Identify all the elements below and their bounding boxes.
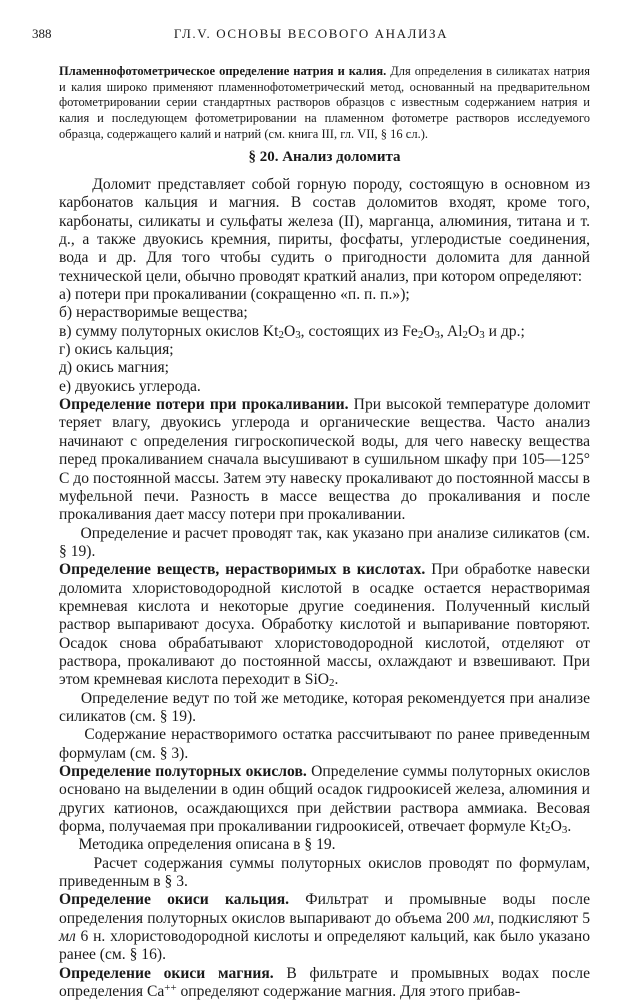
insoluble-title: Определение веществ, нерастворимых в кислотах. bbox=[59, 561, 426, 579]
magnesium-title: Определение окиси магния. bbox=[59, 964, 274, 982]
note-paragraph bbox=[59, 64, 590, 143]
determination-list bbox=[59, 286, 590, 396]
sesquioxides-title: Определение полуторных окислов. bbox=[59, 763, 307, 780]
magnesium-text: определяют содержание магния. Для этого прибав- bbox=[176, 983, 521, 1001]
running-head bbox=[32, 26, 590, 46]
section-title: § 20. Анализ доломита bbox=[248, 149, 401, 165]
chapter-title: ГЛ.V. ОСНОВЫ ВЕСОВОГО АНАЛИЗА bbox=[173, 26, 449, 41]
loss-paragraph bbox=[59, 396, 590, 524]
subscript: 2 bbox=[278, 328, 284, 341]
intro-text: Доломит представляет собой горную породу, состоящую в основном из карбонатов кальция и магния. В состав доломитов входят, кроме того, карбонаты, силикаты и сульфаты железа (II), марганца, алюминия, титана и т. д., а также двуокись кремния, пириты, фосфаты, углеродистые соединения, вода и др. Для того чтобы судить о пригодности доломита для данной технической цели, обычно проводят краткий анализ, при котором определяют: bbox=[59, 176, 590, 285]
calcium-text: Фильтрат и промывные воды после определения полуторных окислов выпаривают до объема 200 bbox=[59, 891, 590, 927]
list-item-f: е) двуокись углерода. bbox=[59, 377, 201, 395]
list-item-c-text: и др.; bbox=[484, 322, 525, 340]
subscript: 3 bbox=[479, 328, 485, 341]
insoluble-text: При обработке навески доломита хлористоводородной кислотой в осадке остается нерастворимая кремневая кислота и некоторые другие соединения. Полученный кислый раствор выпаривают досуха. Обработку кислотой и выпаривание повторяют. Осадок снова обрабатывают хлористоводородной кислотой, отделяют от раствора, прокаливают до постоянной массы, охлаждают и взвешивают. При этом кремневая кислота переходит в SiO bbox=[59, 561, 590, 689]
list-item-c-text: в) сумму полуторных окислов Kt bbox=[59, 322, 279, 340]
page-number: 388 bbox=[32, 26, 52, 41]
sesquioxides-text: Определение суммы полуторных окислов основано на выделении в один общий осадок гидроокисей железа, алюминия и других катионов, осаждающихся при действии раствора аммиака. Весовая форма, получаемая при прокаливании гидроокисей, отвечает формуле Kt bbox=[59, 763, 590, 836]
magnesium-paragraph bbox=[59, 965, 590, 1001]
insoluble-paragraph bbox=[59, 561, 590, 689]
subscript: 3 bbox=[295, 328, 301, 341]
subscript: 2 bbox=[417, 328, 424, 341]
ml-unit: мл bbox=[59, 928, 76, 946]
sesquioxides-paragraph bbox=[59, 763, 590, 836]
sesquioxides-method-text: Методика определения описана в § 19. bbox=[78, 836, 336, 854]
calcium-text: , подкисляют 5 bbox=[490, 909, 590, 927]
insoluble-method-paragraph bbox=[59, 690, 590, 727]
loss-title: Определение потери при прокаливании. bbox=[59, 396, 349, 414]
oxygen-symbol: O bbox=[423, 322, 435, 340]
subscript: 3 bbox=[434, 328, 440, 341]
sesquioxides-method-paragraph bbox=[59, 836, 590, 854]
subscript: 2 bbox=[462, 328, 468, 341]
flame-photometry-note bbox=[59, 64, 590, 143]
subscript: 2 bbox=[545, 824, 551, 837]
list-item-a: а) потери при прокаливании (сокращенно «п. п. п.»); bbox=[59, 286, 410, 304]
subscript: 2 bbox=[329, 677, 335, 690]
sesquioxides-calc-text: Расчет содержания суммы полуторных окислов проводят по формулам, приведенным в § 3. bbox=[59, 854, 590, 891]
insoluble-method-text: Определение ведут по той же методике, которая рекомендуется при анализе силикатов (см. § 19). bbox=[59, 689, 590, 725]
insoluble-calc-text: Содержание нерастворимого остатка рассчитывают по ранее приведенным формулам (см. § 3). bbox=[59, 726, 590, 762]
list-item-c-text: , Al bbox=[440, 322, 463, 340]
note-title: Пламеннофотометрическое определение натрия и калия. bbox=[59, 64, 387, 78]
sesquioxides-calc-paragraph bbox=[59, 855, 590, 892]
oxygen-symbol: O bbox=[283, 322, 296, 340]
list-item-d: г) окись кальция; bbox=[59, 341, 174, 359]
note-text: Для определения в силикатах натрия и калия широко применяют пламеннофотометрический метод, основанный на предварительном фотометрировании серии стандартных растворов образцов с известным содержанием натрия и калия и последующем фотометрировании на пламенном фотометре растворов исследуемого образца, содержащего калий и натрий (см. книга III, гл. VII, § 16 сл.). bbox=[59, 64, 590, 141]
list-item-e: д) окись магния; bbox=[59, 359, 169, 377]
list-item-c bbox=[59, 323, 590, 341]
sesquioxides-text-end: . bbox=[567, 818, 572, 836]
loss-method-text: Определение и расчет проводят так, как указано при анализе силикатов (см. § 19). bbox=[59, 524, 590, 560]
insoluble-text-end: . bbox=[334, 671, 339, 689]
oxygen-symbol: O bbox=[550, 818, 562, 836]
magnesium-text: В фильтрате и промывных водах после определения Ca bbox=[59, 964, 590, 1001]
list-item-b: б) нерастворимые вещества; bbox=[59, 304, 248, 322]
ml-unit: мл bbox=[473, 909, 491, 927]
calcium-paragraph bbox=[59, 891, 590, 964]
section-body bbox=[59, 176, 590, 1001]
loss-method-paragraph bbox=[59, 525, 590, 562]
insoluble-calc-paragraph bbox=[59, 726, 590, 763]
loss-text: При высокой температуре доломит теряет влагу, двуокись углерода и органические вещества. Часто анализ начинают с определения гигроскопической воды, для чего навеску вещества перед прокаливанием сначала высушивают в сушильном шкафу при 105—125° C до постоянной массы. Затем эту навеску прокаливают до постоянной массы в муфельной печи. Разность в массе вещества до прокаливания и после прокаливания дает массу потери при прокаливании. bbox=[59, 396, 591, 524]
list-item-c-text: , состоящих из Fe bbox=[300, 322, 418, 340]
calcium-title: Определение окиси кальция. bbox=[59, 891, 290, 909]
oxygen-symbol: O bbox=[467, 322, 480, 340]
ion-charge: ++ bbox=[164, 982, 177, 995]
calcium-text: 6 н. хлористоводородной кислоты и определяют кальций, как было указано ранее (см. § 16). bbox=[59, 928, 590, 964]
subscript: 3 bbox=[561, 824, 568, 837]
intro-paragraph bbox=[59, 176, 590, 286]
